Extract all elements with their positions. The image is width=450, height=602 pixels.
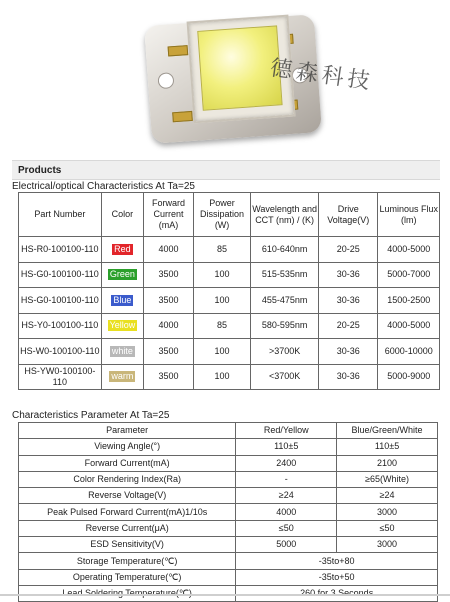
color-cell (101, 313, 143, 339)
header-color: Color (101, 193, 143, 237)
table-row (19, 288, 440, 314)
luminous-flux-cell: 4000-5000 (378, 313, 440, 339)
part-number-cell: HS-YW0-100100-110 (19, 364, 102, 390)
table-row (19, 455, 438, 471)
forward-current-cell: 4000 (144, 237, 194, 263)
blue-green-white-cell: 110±5 (337, 439, 438, 455)
red-yellow-cell: 5000 (236, 537, 337, 553)
parameter-name-cell: Reverse Voltage(V) (19, 488, 236, 504)
header-forward-current: Forward Current (mA) (144, 193, 194, 237)
solder-pad (168, 45, 189, 56)
parameter-name-cell: Color Rendering Index(Ra) (19, 471, 236, 487)
parameter-name-cell: ESD Sensitivity(V) (19, 537, 236, 553)
blue-green-white-cell: 3000 (337, 537, 438, 553)
table-row (19, 339, 440, 365)
blue-green-white-cell: 2100 (337, 455, 438, 471)
part-number-cell: HS-W0-100100-110 (19, 339, 102, 365)
color-cell (101, 364, 143, 390)
red-yellow-cell: 4000 (236, 504, 337, 520)
electrical-table (18, 192, 440, 390)
color-swatch: Blue (113, 294, 132, 305)
merged-value-cell: -35to+50 (236, 569, 438, 585)
color-swatch: Red (114, 243, 131, 254)
drive-voltage-cell: 30-36 (319, 339, 378, 365)
luminous-flux-cell: 5000-7000 (378, 262, 440, 288)
parameter-name-cell: Viewing Angle(°) (19, 439, 236, 455)
header-blue-green-white: Blue/Green/White (337, 423, 438, 439)
wavelength-cell: <3700K (251, 364, 319, 390)
table-row (19, 262, 440, 288)
forward-current-cell: 3500 (144, 339, 194, 365)
drive-voltage-cell: 20-25 (319, 313, 378, 339)
parameter-name-cell: Storage Temperature(℃) (19, 553, 236, 569)
forward-current-cell: 3500 (144, 262, 194, 288)
table-row (19, 520, 438, 536)
parameter-table (18, 422, 438, 602)
header-drive-voltage: Drive Voltage(V) (319, 193, 378, 237)
parameter-name-cell: Operating Temperature(℃) (19, 569, 236, 585)
header-part-number: Part Number (19, 193, 102, 237)
red-yellow-cell: ≥24 (236, 488, 337, 504)
table-header-row (19, 423, 438, 439)
red-yellow-cell: ≤50 (236, 520, 337, 536)
parameter-name-cell: Peak Pulsed Forward Current(mA)1/10s (19, 504, 236, 520)
power-dissipation-cell: 100 (193, 288, 250, 314)
power-dissipation-cell: 100 (193, 364, 250, 390)
table-row (19, 439, 438, 455)
color-cell (101, 237, 143, 263)
table-row (19, 553, 438, 569)
blue-green-white-cell: ≤50 (337, 520, 438, 536)
color-swatch: Yellow (109, 320, 136, 331)
power-dissipation-cell: 100 (193, 262, 250, 288)
power-dissipation-cell: 85 (193, 313, 250, 339)
watermark-text: 德森科技 (268, 55, 375, 96)
table-row (19, 504, 438, 520)
drive-voltage-cell: 30-36 (319, 364, 378, 390)
forward-current-cell: 4000 (144, 313, 194, 339)
power-dissipation-cell: 85 (193, 237, 250, 263)
parameter-name-cell: Forward Current(mA) (19, 455, 236, 471)
parameter-name-cell: Reverse Current(μA) (19, 520, 236, 536)
merged-value-cell: -35to+80 (236, 553, 438, 569)
luminous-flux-cell: 4000-5000 (378, 237, 440, 263)
wavelength-cell: 610-640nm (251, 237, 319, 263)
drive-voltage-cell: 30-36 (319, 262, 378, 288)
forward-current-cell: 3500 (144, 364, 194, 390)
red-yellow-cell: - (236, 471, 337, 487)
table-row (19, 471, 438, 487)
blue-green-white-cell: 3000 (337, 504, 438, 520)
parameter-caption: Characteristics Parameter At Ta=25 (12, 410, 170, 421)
section-title: Products (12, 160, 440, 180)
header-luminous-flux: Luminous Flux (lm) (378, 193, 440, 237)
table-row (19, 313, 440, 339)
forward-current-cell: 3500 (144, 288, 194, 314)
luminous-flux-cell: 5000-9000 (378, 364, 440, 390)
header-red-yellow: Red/Yellow (236, 423, 337, 439)
part-number-cell: HS-Y0-100100-110 (19, 313, 102, 339)
color-cell (101, 262, 143, 288)
wavelength-cell: 515-535nm (251, 262, 319, 288)
power-dissipation-cell: 100 (193, 339, 250, 365)
color-cell (101, 288, 143, 314)
luminous-flux-cell: 6000-10000 (378, 339, 440, 365)
mounting-hole (157, 72, 174, 89)
luminous-flux-cell: 1500-2500 (378, 288, 440, 314)
table-header-row (19, 193, 440, 237)
table-row (19, 237, 440, 263)
header-wavelength: Wavelength and CCT (nm) / (K) (251, 193, 319, 237)
color-cell (101, 339, 143, 365)
red-yellow-cell: 2400 (236, 455, 337, 471)
color-swatch: white (111, 345, 133, 356)
table-row (19, 569, 438, 585)
wavelength-cell: >3700K (251, 339, 319, 365)
blue-green-white-cell: ≥24 (337, 488, 438, 504)
solder-pad (172, 111, 193, 122)
bottom-divider (0, 594, 450, 596)
part-number-cell: HS-G0-100100-110 (19, 262, 102, 288)
table-row (19, 488, 438, 504)
table-row (19, 537, 438, 553)
color-swatch: Green (109, 269, 135, 280)
blue-green-white-cell: ≥65(White) (337, 471, 438, 487)
red-yellow-cell: 110±5 (236, 439, 337, 455)
wavelength-cell: 580-595nm (251, 313, 319, 339)
wavelength-cell: 455-475nm (251, 288, 319, 314)
product-photo (0, 0, 450, 150)
part-number-cell: HS-R0-100100-110 (19, 237, 102, 263)
table-row (19, 364, 440, 390)
electrical-caption: Electrical/optical Characteristics At Ta=25 (12, 181, 195, 192)
header-parameter: Parameter (19, 423, 236, 439)
drive-voltage-cell: 30-36 (319, 288, 378, 314)
drive-voltage-cell: 20-25 (319, 237, 378, 263)
part-number-cell: HS-G0-100100-110 (19, 288, 102, 314)
color-swatch: warm (111, 371, 134, 382)
header-power-dissipation: Power Dissipation (W) (193, 193, 250, 237)
